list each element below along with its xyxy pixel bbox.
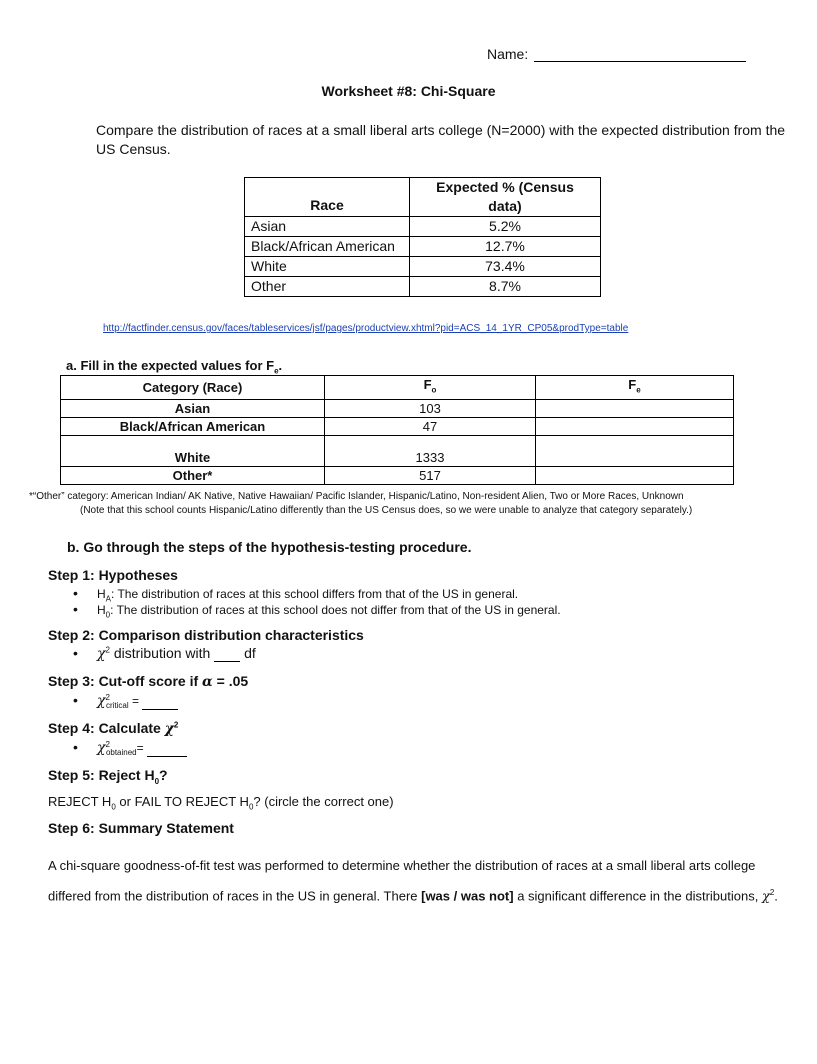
section-a-heading: a. Fill in the expected values for $F_e$.: [66, 358, 283, 376]
other-footnote: *“Other” category: American Indian/ AK Native, Native Hawaiian/ Pacific Islander, Hispanic/Latino, Non-resident Alien, Two or More Races, Unknown: [29, 491, 684, 502]
page-title: Worksheet #8: Chi-Square: [321, 83, 496, 99]
fe-input-cell[interactable]: [536, 399, 734, 417]
fe-input-cell[interactable]: [536, 435, 734, 466]
table-row: [245, 217, 601, 237]
fe-input-cell[interactable]: [536, 417, 734, 435]
critical-line: • $\chi^2_{critical}$ =: [73, 692, 178, 710]
header-expected: Expected % (Census data): [410, 178, 601, 217]
fe-input-cell[interactable]: [536, 466, 734, 484]
table-row: [61, 399, 734, 417]
fo-cell: 103: [325, 399, 536, 417]
name-label: Name:: [487, 46, 529, 62]
category-cell: White: [61, 435, 325, 466]
was-was-not[interactable]: [was / was not]: [421, 888, 514, 904]
intro-paragraph: Compare the distribution of races at a small liberal arts college (N=2000) with the expected distribution from the US Census.: [96, 122, 786, 157]
fo-cell: 47: [325, 417, 536, 435]
category-cell: Asian: [61, 399, 325, 417]
table-row: [61, 435, 734, 466]
table-row: [245, 257, 601, 277]
pct-cell: 12.7%: [410, 237, 601, 257]
step3-heading: Step 3: Cut-off score if α = .05: [48, 673, 249, 690]
category-cell: Other*: [61, 466, 325, 484]
fo-cell: 1333: [325, 435, 536, 466]
census-table: [244, 177, 601, 297]
hispanic-note: (Note that this school counts Hispanic/Latino differently than the US Census does, so we were unable to analyze that category separately.): [80, 505, 693, 516]
table-row: [245, 237, 601, 257]
pct-cell: 5.2%: [410, 217, 601, 237]
race-cell: Asian: [245, 217, 410, 237]
category-cell: Black/African American: [61, 417, 325, 435]
table-row: [61, 466, 734, 484]
df-blank[interactable]: [214, 661, 240, 662]
section-b-heading: b. Go through the steps of the hypothesis-testing procedure.: [67, 539, 472, 555]
step4-heading: Step 4: Calculate $\chi^2$: [48, 720, 179, 737]
alt-hypothesis: • $H_A$: The distribution of races at this school differs from that of the US in general.: [73, 585, 519, 604]
step6-heading: Step 6: Summary Statement: [48, 820, 234, 836]
header-category: Category (Race): [61, 376, 325, 400]
step5-heading: Step 5: Reject $H_0$?: [48, 767, 168, 786]
obtained-line: • $\chi^2_{obtained}=$: [73, 739, 187, 757]
census-link[interactable]: http://factfinder.census.gov/faces/tableservices/jsf/pages/productview.xhtml?pid=ACS_14_1YR_CP05&prodType=table: [103, 323, 629, 334]
race-cell: Black/African American: [245, 237, 410, 257]
observed-table: [60, 375, 734, 485]
name-blank[interactable]: [534, 47, 746, 62]
race-cell: Other: [245, 277, 410, 297]
summary-statement: A chi-square goodness-of-fit test was performed to determine whether the distribution of races at a small liberal arts college differed from the distribution of races in the US in general. There [was / was not] a significant difference in the distributions, $\chi^2$.: [48, 858, 778, 905]
name-field[interactable]: [487, 46, 746, 62]
header-fe: $F_e$: [536, 376, 734, 400]
header-race: Race: [245, 178, 410, 217]
critical-blank[interactable]: [142, 709, 178, 710]
header-fo: $F_o$: [325, 376, 536, 400]
table-row: [61, 417, 734, 435]
race-cell: White: [245, 257, 410, 277]
step2-heading: Step 2: Comparison distribution characteristics: [48, 627, 364, 643]
pct-cell: 8.7%: [410, 277, 601, 297]
table-row: [245, 277, 601, 297]
fo-cell: 517: [325, 466, 536, 484]
df-line: • $\chi^2$ distribution with df: [73, 645, 256, 662]
obtained-blank[interactable]: [147, 756, 187, 757]
step1-heading: Step 1: Hypotheses: [48, 567, 178, 583]
null-hypothesis: • $H_0$: The distribution of races at this school does not differ from that of the US in general.: [73, 601, 561, 620]
reject-line[interactable]: REJECT $H_0$ or FAIL TO REJECT $H_0$? (circle the correct one): [48, 794, 394, 812]
pct-cell: 73.4%: [410, 257, 601, 277]
